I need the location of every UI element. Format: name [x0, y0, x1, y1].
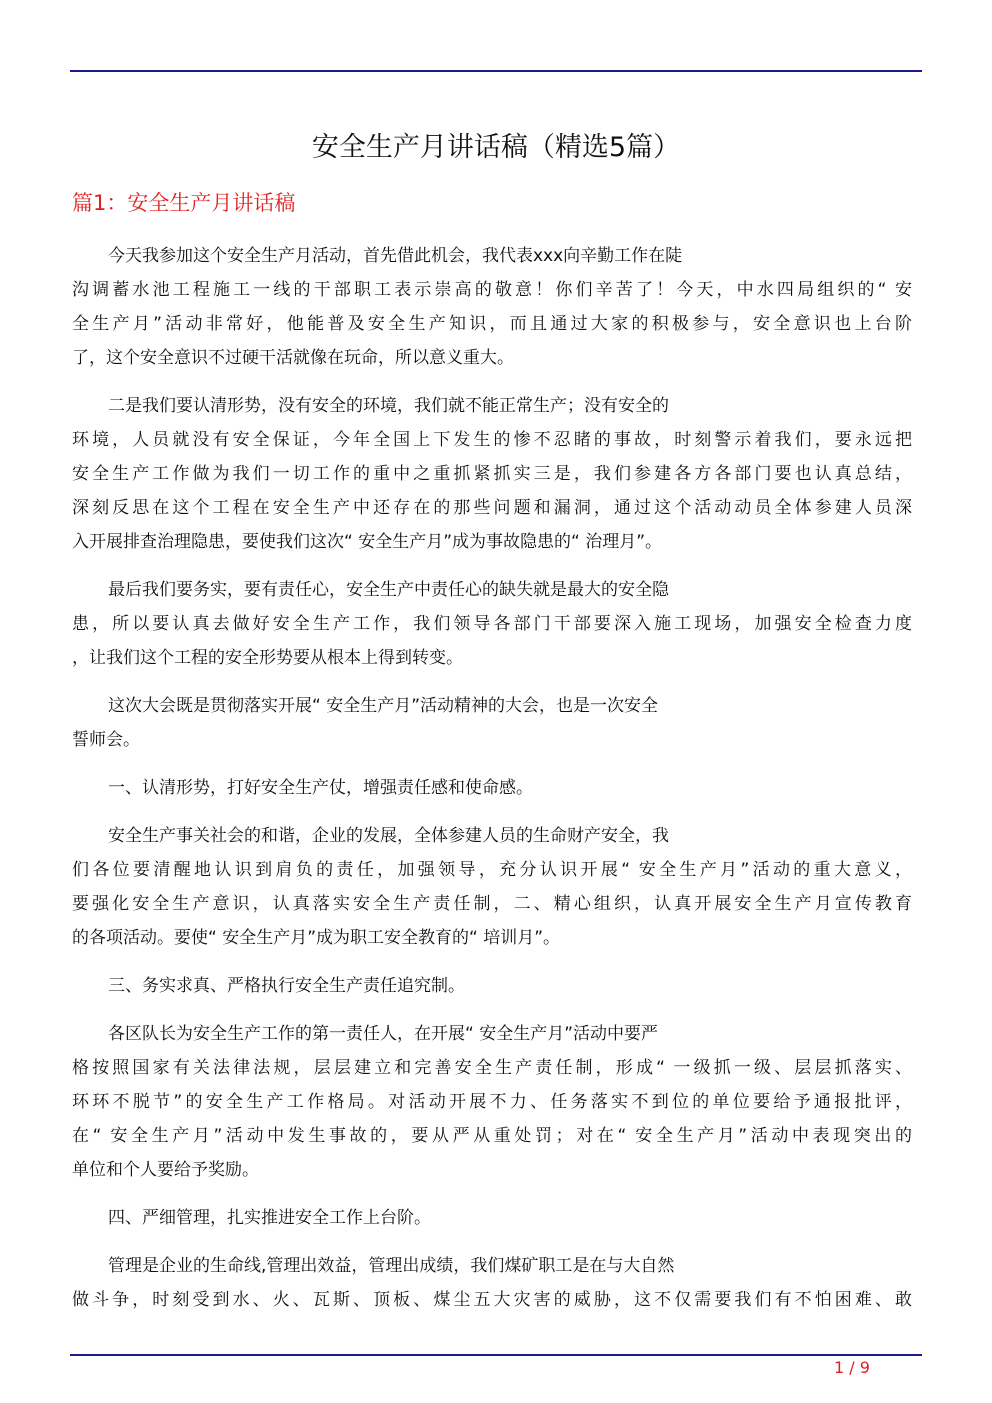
paragraph-line: 沟调蓄水池工程施工一线的干部职工表示崇高的敬意！你们辛苦了！今天，中水四局组织的“ 安 [72, 280, 912, 300]
paragraph-line: ，让我们这个工程的安全形势要从根本上得到转变。 [72, 648, 463, 668]
paragraph-line: 全生产月”活动非常好，他能普及安全生产知识，而且通过大家的积极参与，安全意识也上台阶 [72, 314, 912, 334]
paragraph-line: 一、认清形势，打好安全生产仗，增强责任感和使命感。 [108, 778, 533, 798]
paragraph-line: 格按照国家有关法律法规，层层建立和完善安全生产责任制，形成“ 一级抓一级、层层抓落实、 [72, 1058, 912, 1078]
paragraph [72, 1017, 912, 1187]
paragraph-line: 单位和个人要给予奖励。 [72, 1160, 259, 1180]
paragraph-line: 要强化安全生产意识，认真落实安全生产责任制，二、精心组织，认真开展安全生产月宣传教育 [72, 894, 912, 914]
paragraph-line: 安全生产工作做为我们一切工作的重中之重抓紧抓实三是，我们参建各方各部门要也认真总结， [72, 464, 912, 484]
paragraph-line: 管理是企业的生命线,管理出效益，管理出成绩，我们煤矿职工是在与大自然 [108, 1256, 675, 1276]
paragraph-line: 三、务实求真、严格执行安全生产责任追究制。 [108, 976, 465, 996]
paragraph-line: 四、严细管理，扎实推进安全工作上台阶。 [108, 1208, 431, 1228]
paragraph-line: 二是我们要认清形势，没有安全的环境，我们就不能正常生产；没有安全的 [108, 396, 669, 416]
paragraph-line: 做斗争，时刻受到水、火、瓦斯、顶板、煤尘五大灾害的威胁，这不仅需要我们有不怕困难、敢 [72, 1290, 912, 1310]
paragraph [72, 1249, 912, 1317]
paragraph-line: 这次大会既是贯彻落实开展“ 安全生产月”活动精神的大会，也是一次安全 [108, 696, 659, 716]
paragraph-line: 患，所以要认真去做好安全生产工作，我们领导各部门干部要深入施工现场，加强安全检查力度 [72, 614, 912, 634]
paragraph-line: 们各位要清醒地认识到肩负的责任，加强领导，充分认识开展“ 安全生产月”活动的重大意义， [72, 860, 912, 880]
paragraph-line: 入开展排查治理隐患，要使我们这次“ 安全生产月”成为事故隐患的“ 治理月”。 [72, 532, 663, 552]
paragraph [72, 771, 912, 805]
paragraph-line: 环环不脱节”的安全生产工作格局。对活动开展不力、任务落实不到位的单位要给予通报批评， [72, 1092, 912, 1112]
document-title: 安全生产月讲话稿（精选5篇） [311, 132, 681, 163]
paragraph-line: 环境，人员就没有安全保证，今年全国上下发生的惨不忍睹的事故，时刻警示着我们，要永远把 [72, 430, 912, 450]
paragraph [72, 819, 912, 955]
paragraph-line: 安全生产事关社会的和谐，企业的发展，全体参建人员的生命财产安全，我 [108, 826, 669, 846]
paragraph [72, 573, 912, 675]
paragraph-line: 了，这个安全意识不过硬干活就像在玩命，所以意义重大。 [72, 348, 514, 368]
page-number: 1 / 9 [834, 1358, 870, 1377]
paragraph-line: 深刻反思在这个工程在安全生产中还存在的那些问题和漏洞，通过这个活动动员全体参建人员深 [72, 498, 912, 518]
paragraph-line: 在“ 安全生产月”活动中发生事故的，要从严从重处罚；对在“ 安全生产月”活动中表现突出的 [72, 1126, 912, 1146]
paragraph [72, 389, 912, 559]
paragraph [72, 239, 912, 375]
header-rule [70, 70, 922, 72]
paragraph-line: 誓师会。 [72, 730, 140, 750]
paragraph [72, 969, 912, 1003]
paragraph [72, 1201, 912, 1235]
section-heading: 篇1：安全生产月讲话稿 [72, 191, 296, 215]
paragraph-line: 各区队长为安全生产工作的第一责任人，在开展“ 安全生产月”活动中要严 [108, 1024, 659, 1044]
footer-rule [70, 1354, 922, 1356]
paragraph-line: 今天我参加这个安全生产月活动，首先借此机会，我代表xxx向辛勤工作在陡 [108, 246, 683, 266]
document-body [72, 239, 912, 1310]
paragraph [72, 689, 912, 757]
paragraph-line: 的各项活动。要使“ 安全生产月”成为职工安全教育的“ 培训月”。 [72, 928, 561, 948]
paragraph-line: 最后我们要务实，要有责任心，安全生产中责任心的缺失就是最大的安全隐 [108, 580, 669, 600]
